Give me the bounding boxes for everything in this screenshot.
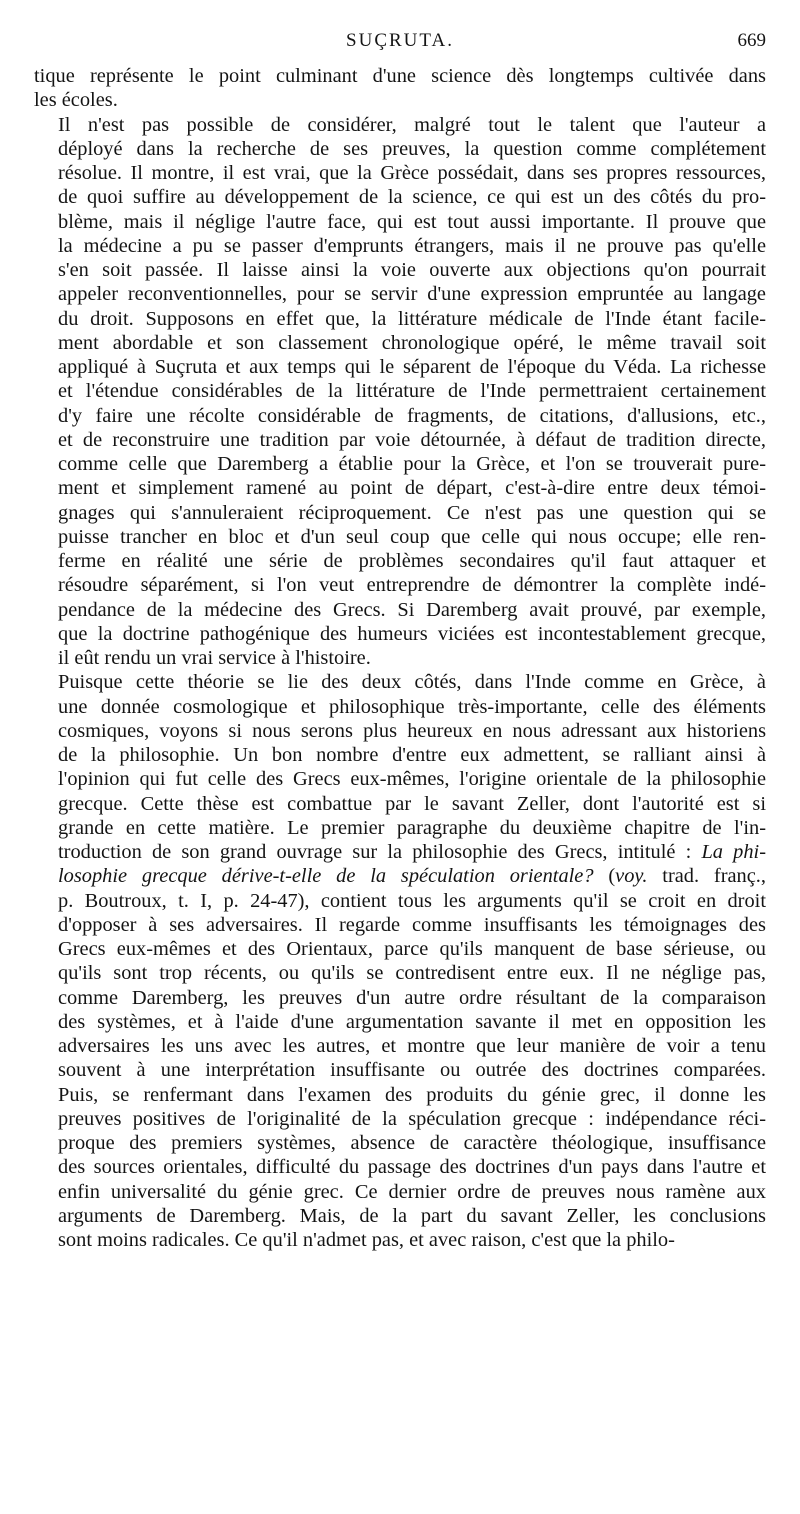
text-line: comme celle que Daremberg a établie pour la Grèce, et l'on se trouverait pure- [58, 453, 766, 475]
body-text [34, 64, 766, 1252]
text-line: résolue. Il montre, il est vrai, que la Grèce possédait, dans ses propres ressources, [58, 162, 766, 184]
text-line: ment abordable et son classement chronologique opéré, le même travail soit [58, 331, 766, 354]
text-span: trad. franç., [647, 865, 766, 888]
text-line: grecque. Cette thèse est combattue par le savant Zeller, dont l'autorité est si [58, 792, 766, 815]
text-line: une donnée cosmologique et philosophique très-importante, celle des éléments [58, 695, 766, 718]
text-line: de la philosophie. Un bon nombre d'entre eux admettent, se ralliant ainsi à [58, 744, 766, 766]
text-line: p. Boutroux, t. I, p. 24-47), contient tous les arguments qu'il se croit en droit [58, 889, 766, 912]
text-line: proque des premiers systèmes, absence de caractère théologique, insuffisance [58, 1132, 766, 1154]
text-line [34, 864, 766, 888]
text-line: puisse trancher en bloc et d'un seul coup que celle qui nous occupe; elle ren- [58, 525, 766, 548]
text-line: ment et simplement ramené au point de départ, c'est-à-dire entre deux témoi- [58, 477, 766, 500]
running-title: SUÇRUTA. [346, 30, 454, 51]
text-line: des sources orientales, difficulté du passage des doctrines d'un pays dans l'autre et [58, 1156, 766, 1179]
text-line: et de reconstruire une tradition par voie détournée, à défaut de tradition directe, [58, 428, 766, 451]
text-line: gnages qui s'annuleraient réciproquement. Ce n'est pas une question qui se [58, 501, 766, 524]
italic-title: La phi- [701, 841, 766, 863]
text-line: Grecs eux-mêmes et des Orientaux, parce qu'ils manquent de base sérieuse, ou [58, 938, 766, 960]
text-line: souvent à une interprétation insuffisante ou outrée des doctrines comparées. [58, 1059, 766, 1082]
text-line: l'opinion qui fut celle des Grecs eux-mêmes, l'origine orientale de la philosophie [58, 768, 766, 791]
text-line: arguments de Daremberg. Mais, de la part du savant Zeller, les conclusions [58, 1204, 766, 1227]
text-line: du droit. Supposons en effet que, la littérature médicale de l'Inde étant facile- [58, 307, 766, 330]
text-line: Il n'est pas possible de considérer, malgré tout le talent que l'auteur a [58, 113, 766, 136]
paragraph [34, 670, 766, 1252]
text-line: adversaires les uns avec les autres, et montre que leur manière de voir a tenu [58, 1035, 766, 1057]
text-line: d'opposer à ses adversaires. Il regarde comme insuffisants les témoignages des [58, 913, 766, 936]
text-line: il eût rendu un vrai service à l'histoire. [58, 647, 371, 669]
running-head [34, 30, 766, 58]
text-line: qu'ils sont trop récents, ou qu'ils se contredisent entre eux. Il ne néglige pas, [58, 962, 766, 985]
text-line: d'y faire une récolte considérable de fragments, de citations, d'allusions, etc., [58, 404, 766, 427]
text-line: blème, mais il néglige l'autre face, qui est tout aussi importante. Il prouve que [58, 210, 766, 233]
text-line: Puis, se renfermant dans l'examen des produits du génie grec, il donne les [58, 1083, 766, 1106]
text-line: et l'étendue considérables de la littérature de l'Inde permettraient certainement [58, 380, 766, 403]
text-span: troduction de son grand ouvrage sur la philosophie des Grecs, intitulé : [58, 841, 702, 863]
italic-abbrev: voy. [615, 865, 648, 888]
text-line: grande en cette matière. Le premier paragraphe du deuxième chapitre de l'in- [58, 816, 766, 839]
text-line: tique représente le point culminant d'une science dès longtemps cultivée dans [34, 65, 766, 87]
text-line: que la doctrine pathogénique des humeurs viciées est incontestablement grecque, [58, 622, 766, 645]
text-line: des systèmes, et à l'aide d'une argumentation savante il met en opposition les [58, 1010, 766, 1033]
text-line: de quoi suffire au développement de la science, ce qui est un des côtés du pro- [58, 186, 766, 209]
paragraph [34, 113, 766, 671]
text-line: ferme en réalité une série de problèmes secondaires qu'il faut attaquer et [58, 550, 766, 572]
text-line: déployé dans la recherche de ses preuves, la question comme complétement [58, 137, 766, 160]
paragraph [34, 64, 766, 113]
text-line [34, 840, 766, 864]
text-line: sont moins radicales. Ce qu'il n'admet pas, et avec raison, c'est que la philo- [58, 1229, 675, 1251]
text-line: Puisque cette théorie se lie des deux côtés, dans l'Inde comme en Grèce, à [58, 671, 766, 694]
text-line: pendance de la médecine des Grecs. Si Daremberg avait prouvé, par exemple, [58, 598, 766, 621]
text-line: la médecine a pu se passer d'emprunts étrangers, mais il ne prouve pas qu'elle [58, 234, 766, 257]
text-line: enfin universalité du génie grec. Ce dernier ordre de preuves nous ramène aux [58, 1180, 766, 1203]
text-span: ( [593, 865, 616, 888]
italic-title: losophie grecque dérive-t-elle de la spéculation orientale? [58, 865, 594, 888]
text-line: preuves positives de l'originalité de la spéculation grecque : indépendance réci- [58, 1107, 766, 1130]
text-line: résoudre séparément, si l'on veut entreprendre de démontrer la complète indé- [58, 574, 766, 597]
text-line: les écoles. [34, 89, 118, 112]
text-line: comme Daremberg, les preuves d'un autre ordre résultant de la comparaison [58, 986, 766, 1009]
text-line: appliqué à Suçruta et aux temps qui le séparent de l'époque du Véda. La richesse [58, 356, 766, 378]
text-line: s'en soit passée. Il laisse ainsi la voie ouverte aux objections qu'on pourrait [58, 259, 766, 281]
page-number: 669 [737, 30, 766, 51]
text-line: appeler reconventionnelles, pour se servir d'une expression empruntée au langage [58, 283, 766, 306]
text-line: cosmiques, voyons si nous serons plus heureux en nous adressant aux historiens [58, 719, 766, 742]
